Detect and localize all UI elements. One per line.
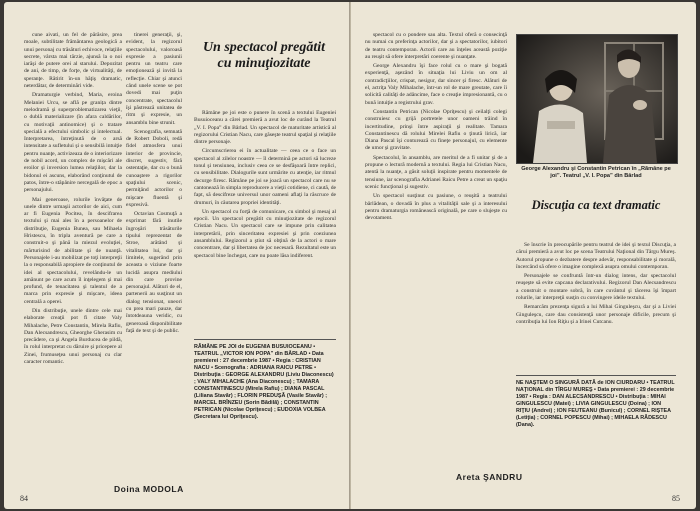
photo-image: [517, 35, 677, 163]
photo-caption: George Alexandru şi Constantin Petrican în „Rămâne pe joi”. Teatrul „V. I. Popa” din Bârlad: [521, 166, 671, 179]
paragraph: Spectacolul, în ansamblu, are meritul de a fi unitar şi de a propune o lectură modernă a textului. Regia lui Cristian Nacu, atentă la nuanţe, a găsit soluţii inspirate pentru momentele de tensiune, iar scenografia Adrianei Raicu Petre a creat un spaţiu scenic funcţional şi sugestiv.: [365, 154, 507, 190]
paragraph: Constantin Petrican (Nicolae Opriţescu) şi ceilalţi colegi construiesc cu grijă portretele unor oameni trăind în incertitudine, prinşi între aspiraţii şi realitate. Tamara Constantinescu dă rolului Mirelei Rafiu o ţinută lirică, iar Diana Pascal îşi conturează cu fineţe personajul, cu elemente de umor şi gravitate.: [365, 108, 507, 152]
credits-text: NE NAŞTEM O SINGURĂ DATĂ de ION CIURDARU • TEATRUL NAŢIONAL din TÎRGU MUREŞ • Data premierei : 29 decembrie 1987 • Regia : DAN ALECSANDRESCU • Distribuţia : MIHAI GINGULESCU (Matei) ; LIVIA GINGULESCU (Doina) ; ION RIŢIU (Andrei) ; ION FEUTEANU (Bunicul) ; CORNEL RIŞTEA (Letiţia) ; CORNEL POPESCU (Mihai) ; MIHAELA RĂDESCU (Dana).: [516, 380, 675, 428]
production-photo: [516, 34, 678, 164]
article-title: Un spectacol pregătit cu minuţiozitate: [202, 40, 326, 71]
production-credits-right: [516, 380, 676, 429]
paragraph: Dramaturgie verbind, Maria, eroina Melaniei Urcu, se află pe granița dintre melodramă şi superproblematizarea vieţii, o dublă materializare (în afara caldărilor, cu motivaţii antinomice) şi o tratare specială a efectului simbolic şi intelectual. Interpretarea, întreţinută de o arsă intensitate a sufletului şi o sensibilă intuiţie pentru nuanţe, activizeaza de o interiorizare de nobil acord, un complex de mişcări ale eroilor şi inversion lumea relaţiilor, dar la bidonul ei ascuns, elaborând conţinutul de patos, între-o stăpânire nercegală de epoc a personajului.: [24, 92, 122, 194]
paragraph: Rămâne pe joi este o punere în scenă a textului Eugeniei Busuioceanu a cărei premieră a avut loc de curând la Teatrul „V. I. Popa” din Bârlad. Un spectacol de maturitate artistică al regizorului Cristian Nacu, care găseşte teatrul spaţial şi relaţiile dintre personaje.: [194, 110, 336, 146]
paragraph: Personajele se confruntă într-un dialog intens, dar spectacolul reuşeşte să evite capcana declarativului. Regizorul Dan Alecsandrescu a construit o montare sobră, în care cuvântul şi tăcerea îşi împart rolurile, iar interpreţii susţin cu convingere ideile textului.: [516, 273, 676, 302]
right-column-2: [516, 242, 676, 328]
left-column-3: [194, 110, 336, 262]
page-number-right: 85: [672, 494, 680, 503]
paragraph: Remarcăm prezenţa sigură a lui Mihai Ginguleşcu, dar şi a Liviei Ginguleşcu, care dau consistenţă unor personaje dificile, precum şi contribuţia lui Ion Riţiu şi a Irinei Cutcanu.: [516, 304, 676, 325]
paragraph: tinerei generaţii, şi, evident, la regizorul spectacolului, valoroasă expresie a pasiunii pentru un teatru care emoţionează şi invită la reflecţie. Chiar şi atunci când unele scene se pot dovedi mai puţin concentrate, spectacolul îşi păstrează unitatea de ritm şi expresie, un ansamblu bine strunit.: [126, 32, 182, 126]
credits-top-rule: [194, 339, 336, 340]
credits-text: RĂMÂNE PE JOI de EUGENIA BUSUIOCEANU • TEATRUL „VICTOR ION POPA” din BÂRLAD • Data premierei : 27 decembrie 1987 • Regia : CRISTIAN NACU • Scenografia : ADRIANA RAICU PETRE • Distribuţia : GEORGE ALEXANDRU (Liviu Diaconescu) ; VALY MIHALACHE (Ana Diaconescu) ; TAMARA CONSTANTINESCU (Mirela Rafiu) ; DIANA PASCAL (Liliana Stavăr) ; FLORIN PREDUŞĂ (Vasile Stavăr) ; MARCEL BRÎNZEU (Sorin Bădilă) ; CONSTANTIN PETRICAN (Nicolae Opriţescu) ; EUDOXIA VOLBEA (Secretara lui Opriţescu).: [194, 344, 334, 420]
paragraph: Circumscrierea ei în actualitate — ceea ce o face un spectacol al zilelor noastre — îl determină pe actori să lucreze tonul şi tensiunea, inclusiv ceea ce se desfăşoară între replici, cu sensibilitate. Dialogurile sunt urmărite cu atenţie, iar ritmul decurge firesc. Rămâne pe joi se joacă un spectacol care nu se cantonează în simpla reproducere a vieţii cotidiene, ci caută, de fapt, să descifreze universul unor oameni aflaţi la răscruce de drumuri, în căutarea propriei identităţi.: [194, 148, 336, 206]
left-column-1: [24, 32, 122, 368]
author-signature-left: Doina MODOLA: [114, 484, 184, 494]
paragraph: cune aivati, un fel de părăsire, prea moale, subtilitate frământarea geologică a unui personaj cu trăsături echivoce, relaţiile secrete, vârsta mai tărzie, ajunsă la o noi iarăşi de putere orei al starului. Depozitat de ani, de timp, de forţe, de virtualităţi, de speranţe. Rătirit în-un hăţiş dramatic, neterdătar, de determinări vide.: [24, 32, 122, 90]
paragraph: Din distribuţie, unele dintre cele mai elaborate creaţii pot fi citate Valy Mihalache, Petre Constantin, Mirela Rafiu, Dan Alecsandrescu, Gheorghe Gherasim cu precădere, ca şi Angela Burducea de pildă, în rolul interpretat cu dăruire şi pricepere al Zinei, frumuseţea unui personaj cu clar caracter romantic.: [24, 307, 122, 366]
production-credits: [194, 344, 336, 421]
left-page: [4, 2, 349, 509]
paragraph: Scenografia, semnată de Robert Doboli, redă fidel atmosfera unui interior de provincie, discret, sugestiv, fără ostentaţie, dar cu o bună cunoaştere a rigorilor spaţiului scenic, permiţând actorilor o mişcare fluentă şi expresivă.: [126, 128, 182, 208]
left-column-2: [126, 32, 182, 337]
page-number-left: 84: [20, 494, 28, 503]
right-page: [351, 2, 696, 509]
paragraph: Octavian Cosmuţă a exprimat fără inutile îngroşări trăsăturile tipului reprezentat de Stroe, arătând şi vitalitatea lui, dar şi limitele, sugerând prin aceasta o viziune foarte lucidă asupra mediului din care provine personajul. Alături de el, partenerii au susţinut un dialog tensionat, uneori cu prea mari pauze, dar întotdeauna veridic, cu generoasă disponibilitate faţă de text şi de public.: [126, 211, 182, 334]
paragraph: Mai generoase, rolurile învăţate de unele dintre urmaşii actorilor de aici, cum ar fi Eugenia Pocitea, în descifrarea textului şi mai ales în a persoanelor de distribuţie, Eugenia Bunea, sau Mihaela Hristescu, în tripla aventură pe care a construit-o şi până la miezul evoluţiei, mărturisind de abilitate şi de nuanţă. Personajele i-au mobilizat pe toţi interpreţii la o responsabilă apropiere de conţinutul de idei al spectacolului, revelându-le un amănunt pe care acum îl inţelegem şi mai profund, de tenacitatea şi talentul de a marca prin expresie şi mişcare, ideea centrală a operei.: [24, 196, 122, 305]
paragraph: Un spectacol cu forţă de comunicare, cu simbol şi mesaj al epocii. Un spectacol pregătit cu minuţiozitate de regizorul Cristian Nacu. Un spectacol care se impune prin calitatea interpretării, prin sinceritatea expresiei şi prin coeziunea ansamblului. Regizorul a ştiut să obţină de la actori o mare concentrare, dar şi libertatea de joc necesară. Rezultatul este un spectacol bine închegat, care nu poate lăsa indiferent.: [194, 208, 336, 259]
magazine-spread: [4, 2, 696, 509]
paragraph: George Alexandru îşi face rolul cu o mare şi bogată experienţă, aşezând în situaţia lui Liviu un om al contradicţiilor, crispat, nesigur, dar sincer şi firesc. Alături de el, actriţa Valy Mihalache, într-un rol de mare greutate, care îi solicită calităţi de adâncime, face o creaţie impresionantă, cu o bună intuiţie a registrului grav.: [365, 63, 507, 106]
section-title: Discuţia ca text dramatic: [531, 198, 661, 212]
paragraph: Un spectacol susţinut cu pasiune, o reuşită a teatrului bârlădean, o dovadă în plus a vitalităţii sale şi a interesului pentru dramaturgia românească originală, pe care o slujeşte cu devotament.: [365, 193, 507, 222]
paragraph: spectacol cu o pondere sau alta. Textul oferă o consecinţă nu numai cu preferinţa actorilor, dar şi a spectatorilor, iubitori de teatru contemporan. Actorii care au înţeles această poziţie au reuşit să ofere interpretări coerente şi nuanţate.: [365, 32, 507, 60]
right-column-1: [365, 32, 507, 224]
author-signature-right: Areta ŞANDRU: [456, 472, 523, 482]
paragraph: Se înscrie în preocupările pentru teatrul de idei şi textul Discuţia, a cărui premieră a avut loc pe scena Teatrului Naţional din Târgu Mureş. Autorul propune o dezbatere despre adevăr, responsabilitate şi morală, încercând să ofere o imagine complexă asupra omului contemporan.: [516, 242, 676, 270]
credits-top-rule-right: [516, 375, 676, 376]
